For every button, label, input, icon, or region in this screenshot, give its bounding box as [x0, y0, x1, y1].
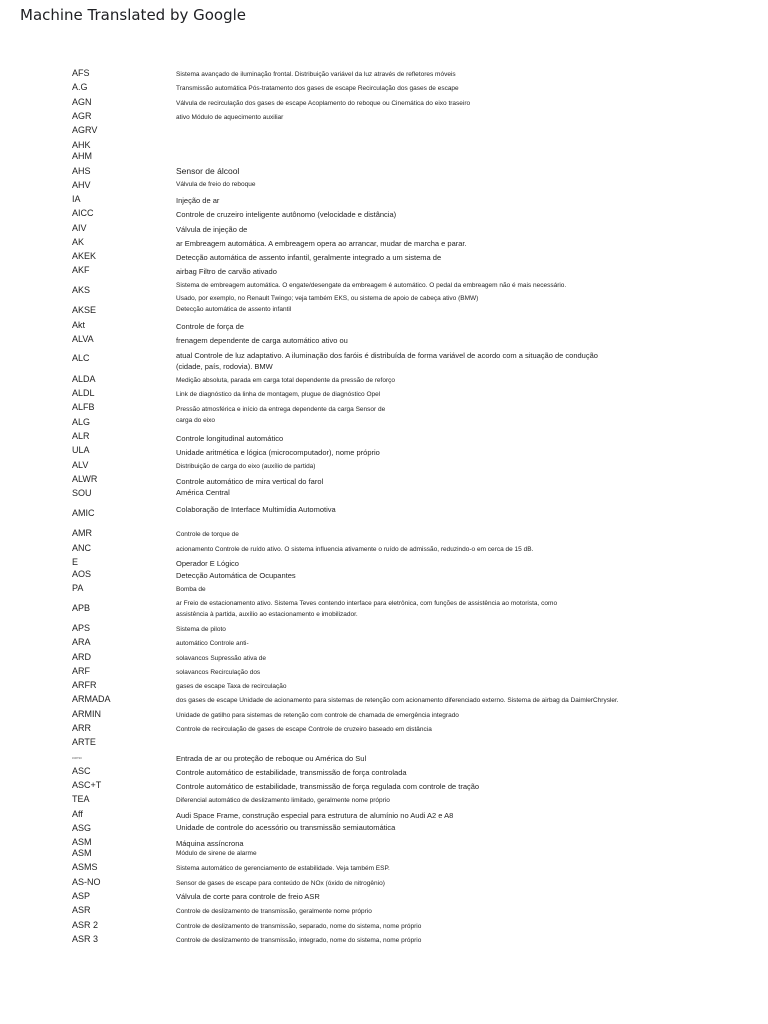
desc-line: Controle de deslizamento de transmissão, separado, nome do sistema, nome próprio — [176, 923, 422, 930]
desc-line: Distribuição de carga do eixo (auxílio de partida) — [176, 463, 316, 470]
abbr-ag: A.G — [72, 82, 88, 92]
desc-line: automático Controle anti- — [176, 640, 249, 647]
desc-line: Injeção de ar — [176, 196, 220, 205]
abbr-tea: TEA — [72, 794, 90, 804]
desc-line: Sistema de embreagem automática. O engate/desengate da embreagem é automático. O pedal da embreagem não é mais necessário. — [176, 282, 567, 289]
desc-line: Bomba de — [176, 586, 206, 593]
desc-line: Pressão atmosférica e início da entrega dependente da carga Sensor de — [176, 406, 386, 413]
desc-line: Audi Space Frame, construção especial para estrutura de alumínio no Audi A2 e A8 — [176, 811, 454, 820]
desc-line: Transmissão automática Pós-tratamento dos gases de escape Recirculação dos gases de escape — [176, 85, 459, 92]
desc-line: Link de diagnóstico da linha de montagem, plugue de diagnóstico Opel — [176, 391, 381, 398]
abbr-ahm: AHM — [72, 151, 92, 161]
desc-line: Controle de recirculação de gases de escape Controle de cruzeiro baseado em distância — [176, 726, 432, 733]
desc-line: América Central — [176, 488, 230, 497]
abbr-ia: IA — [72, 194, 81, 204]
abbr-alr: ALR — [72, 431, 90, 441]
desc-line: Unidade de controle do acessório ou transmissão semiautomática — [176, 823, 396, 832]
desc-line: ativo Módulo de aquecimento auxiliar — [176, 114, 284, 121]
desc-line: solavancos Supressão ativa de — [176, 655, 266, 662]
abbr-akf: AKF — [72, 265, 90, 275]
abbr-aiv: AIV — [72, 223, 87, 233]
desc-line: airbag Filtro de carvão ativado — [176, 267, 277, 276]
abbr-aps: APS — [72, 623, 91, 633]
desc-line: Controle automático de estabilidade, transmissão de força controlada — [176, 768, 407, 777]
abbr-alg: ALG — [72, 417, 91, 427]
abbr-akek: AKEK — [72, 251, 97, 261]
abbr-alv: ALV — [72, 460, 89, 470]
desc-line: atual Controle de luz adaptativo. A iluminação dos faróis é distribuída de forma variável de acordo com a situação de condução — [176, 351, 598, 360]
desc-line: Controle longitudinal automático — [176, 434, 284, 443]
desc-line: Sistema automático de gerenciamento de estabilidade. Veja também ESP. — [176, 865, 390, 872]
desc-line: assistência à partida, auxílio ao estacionamento e imobilizador. — [176, 611, 358, 618]
desc-line: Módulo de sirene de alarme — [176, 850, 257, 857]
desc-line: Detecção automática de assento infantil — [176, 306, 292, 313]
abbr-apb: APB — [72, 603, 91, 613]
abbr-sou: SOU — [72, 488, 92, 498]
abbr-arfr: ARFR — [72, 680, 97, 690]
desc-line: Diferencial automático de deslizamento limitado, geralmente nome próprio — [176, 797, 390, 804]
abbr-akt: Akt — [72, 320, 86, 330]
abbr-arf: ARF — [72, 666, 90, 676]
abbr-amic: AMIC — [72, 508, 95, 518]
abbr-ahk: AHK — [72, 140, 91, 150]
abbr-agr: AGR — [72, 111, 92, 121]
abbr-as-no: AS-NO — [72, 877, 101, 887]
abbr-armada: ARMADA — [72, 694, 111, 704]
abbr-alwr: ALWR — [72, 474, 98, 484]
abbr-ara: ARA — [72, 637, 91, 647]
desc-line: carga do eixo — [176, 417, 216, 424]
machine-translated-header: Machine Translated by Google — [20, 6, 247, 24]
abbr-aff: Aff — [72, 809, 83, 819]
desc-line: dos gases de escape Unidade de acionamento para sistemas de retenção com acionamento diferenciado externo. Sistema de airbag da DaimlerChrysler. — [176, 697, 619, 704]
desc-line: Válvula de injeção de — [176, 225, 248, 234]
abbr-alc: ALC — [72, 353, 90, 363]
desc-line: Medição absoluta, parada em carga total dependente da pressão de reforço — [176, 377, 395, 384]
desc-line: gases de escape Taxa de recirculação — [176, 683, 287, 690]
desc-line: frenagem dependente de carga automático ativo ou — [176, 336, 348, 345]
desc-line: Entrada de ar ou proteção de reboque ou América do Sul — [176, 754, 367, 763]
abbr-asg: ASG — [72, 823, 92, 833]
desc-line: Colaboração de Interface Multimídia Automotiva — [176, 505, 336, 514]
desc-line: Usado, por exemplo, no Renault Twingo; veja também EKS, ou sistema de apoio de cabeça ativo (BMW) — [176, 295, 479, 302]
abbr-alva: ALVA — [72, 334, 94, 344]
abbr-anc: ANC — [72, 543, 92, 553]
desc-line: Controle de torque de — [176, 531, 239, 538]
desc-line: Sistema de piloto — [176, 626, 226, 633]
abbr-ula: ULA — [72, 445, 90, 455]
abbr-agn: AGN — [72, 97, 92, 107]
desc-line: Controle de deslizamento de transmissão, geralmente nome próprio — [176, 908, 372, 915]
desc-line: Sistema avançado de iluminação frontal. Distribuição variável da luz através de refletores móveis — [176, 71, 456, 78]
abbr-aos: AOS — [72, 569, 92, 579]
desc-line: Controle de deslizamento de transmissão, integrado, nome do sistema, nome próprio — [176, 937, 422, 944]
abbr-asr-2: ASR 2 — [72, 920, 99, 930]
abbr-alda: ALDA — [72, 374, 96, 384]
abbr-asc-t: ASC+T — [72, 780, 102, 790]
abbr-asr: ASR — [72, 905, 91, 915]
desc-line: Controle de força de — [176, 322, 244, 331]
desc-line: Detecção automática de assento infantil, geralmente integrado a um sistema de — [176, 253, 442, 262]
abbr-alfb: ALFB — [72, 402, 95, 412]
desc-line: (cidade, país, rodovia). BMW — [176, 362, 273, 371]
desc-line: Máquina assíncrona — [176, 839, 244, 848]
desc-line: ar Embreagem automática. A embreagem opera ao arrancar, mudar de marcha e parar. — [176, 239, 467, 248]
abbr-pa: PA — [72, 583, 84, 593]
desc-line: solavancos Recirculação dos — [176, 669, 261, 676]
desc-line: Sensor de álcool — [176, 166, 240, 176]
abbr-ahs: AHS — [72, 166, 91, 176]
abbr-afs: AFS — [72, 68, 90, 78]
abbr-asr-3: ASR 3 — [72, 934, 99, 944]
desc-line: Controle de cruzeiro inteligente autônomo (velocidade e distância) — [176, 210, 397, 219]
abbr-agrv: AGRV — [72, 125, 98, 135]
desc-line: ar Freio de estacionamento ativo. Sistema Teves contendo interface para eletrônica, com funções de assistência ao motorista, como — [176, 600, 558, 607]
desc-line: acionamento Controle de ruído ativo. O sistema influencia ativamente o ruído de admissão, reduzindo-o em cerca de 15 dB. — [176, 546, 534, 553]
abbr-como: como — [72, 755, 82, 760]
abbr-aldl: ALDL — [72, 388, 95, 398]
desc-line: Operador E Lógico — [176, 559, 239, 568]
desc-line: Unidade de gatilho para sistemas de retenção com controle de chamada de emergência integrado — [176, 712, 459, 719]
desc-line: Válvula de corte para controle de freio ASR — [176, 892, 320, 901]
abbr-ard: ARD — [72, 652, 92, 662]
abbr-amr: AMR — [72, 528, 92, 538]
desc-line: Válvula de recirculação dos gases de escape Acoplamento do reboque ou Cinemática do eixo traseiro — [176, 100, 471, 107]
desc-line: Unidade aritmética e lógica (microcomputador), nome próprio — [176, 448, 380, 457]
abbr-e: E — [72, 557, 79, 567]
abbr-arr: ARR — [72, 723, 92, 733]
abbr-ahv: AHV — [72, 180, 91, 190]
abbr-asp: ASP — [72, 891, 91, 901]
desc-line: Controle automático de estabilidade, transmissão de força regulada com controle de tração — [176, 782, 480, 791]
abbr-asms: ASMS — [72, 862, 98, 872]
abbr-asc: ASC — [72, 766, 91, 776]
abbr-aicc: AICC — [72, 208, 94, 218]
abbr-asm-2: ASM — [72, 848, 92, 858]
desc-line: Detecção Automática de Ocupantes — [176, 571, 296, 580]
abbr-aks: AKS — [72, 285, 91, 295]
abbr-asm-1: ASM — [72, 837, 92, 847]
abbr-ak: AK — [72, 237, 85, 247]
abbr-armin: ARMIN — [72, 709, 101, 719]
desc-line: Controle automático de mira vertical do farol — [176, 477, 324, 486]
abbr-arte: ARTE — [72, 737, 96, 747]
desc-line: Sensor de gases de escape para conteúdo de NOx (óxido de nitrogênio) — [176, 880, 385, 887]
abbr-akse: AKSE — [72, 305, 97, 315]
desc-line: Válvula de freio do reboque — [176, 181, 256, 188]
